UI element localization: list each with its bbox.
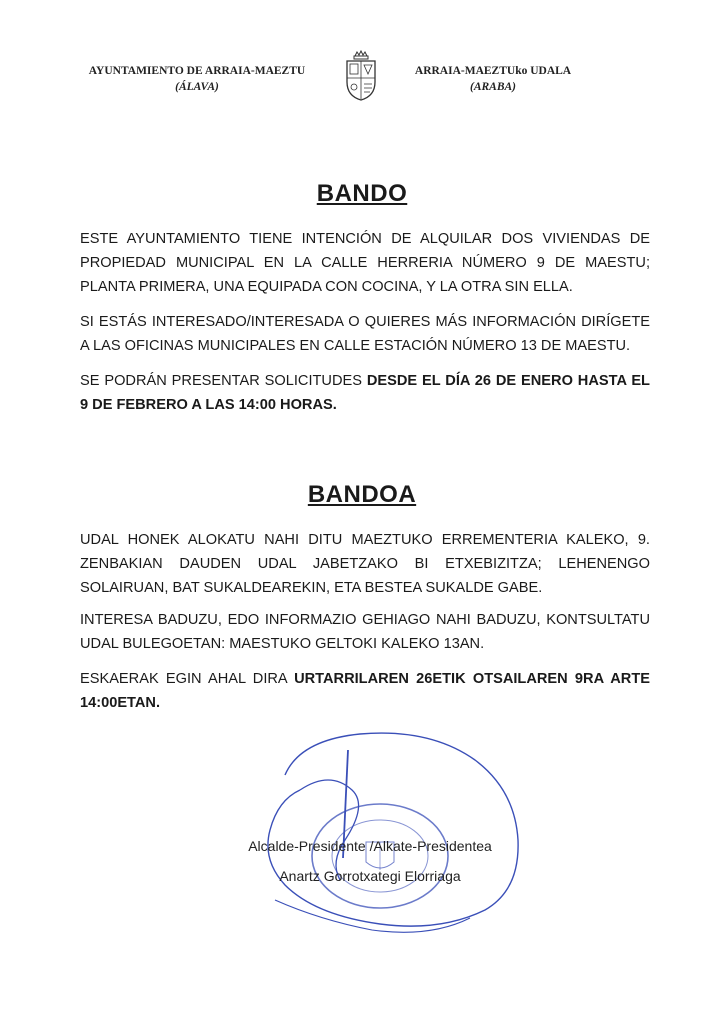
- municipality-header-basque: [408, 63, 578, 95]
- spanish-title: BANDO: [316, 180, 408, 207]
- municipal-crest-icon: [341, 50, 381, 102]
- signatory-name: Anartz Gorrotxategi Elorriaga: [279, 868, 461, 884]
- spanish-paragraph-2: SI ESTÁS INTERESADO/INTERESADA O QUIERES MÁS INFORMACIÓN DIRÍGETE A LAS OFICINAS MUNICIPALES EN CALLE ESTACIÓN NÚMERO 13 DE MAESTU.: [80, 314, 650, 354]
- province-basque: (ARABA): [469, 81, 516, 93]
- spanish-paragraph-3: [80, 369, 650, 417]
- spanish-paragraph-3-text: SE PODRÁN PRESENTAR SOLICITUDES: [80, 373, 367, 389]
- signatory-role: Alcalde-Presidente /Alkate-Presidentea: [248, 838, 492, 854]
- basque-paragraph-3-text: ESKAERAK EGIN AHAL DIRA: [80, 671, 295, 687]
- spanish-deadline: DESDE EL DÍA 26 DE ENERO HASTA EL 9 DE FEBRERO A LAS 14:00 HORAS.: [80, 373, 650, 413]
- handwritten-signature-icon: [268, 733, 518, 932]
- basque-title: BANDOA: [307, 481, 417, 508]
- municipality-name-basque: ARRAIA-MAEZTUko UDALA: [414, 65, 572, 77]
- municipality-header-spanish: [82, 63, 312, 95]
- basque-paragraph-1: UDAL HONEK ALOKATU NAHI DITU MAEZTUKO ERREMENTERIA KALEKO, 9. ZENBAKIAN DAUDEN UDAL JABETZAKO BI ETXEBIZITZA; LEHENENGO SOLAIRUAN, BAT SUKALDEAREKIN, ETA BESTEA SUKALDE GABE.: [80, 532, 650, 596]
- province-spanish: (ÁLAVA): [175, 81, 219, 93]
- official-stamp-icon: [312, 804, 448, 908]
- basque-deadline: URTARRILAREN 26ETIK OTSAILAREN 9RA ARTE 14:00ETAN.: [80, 671, 650, 711]
- spanish-paragraph-1: ESTE AYUNTAMIENTO TIENE INTENCIÓN DE ALQUILAR DOS VIVIENDAS DE PROPIEDAD MUNICIPAL EN LA CALLE HERRERIA NÚMERO 9 DE MAESTU; PLANTA PRIMERA, UNA EQUIPADA CON COCINA, Y LA OTRA SIN ELLA.: [80, 231, 650, 295]
- basque-paragraph-2: INTERESA BADUZU, EDO INFORMAZIO GEHIAGO NAHI BADUZU, KONTSULTATU UDAL BULEGOETAN: MAESTUKO GELTOKI KALEKO 13AN.: [80, 612, 650, 652]
- basque-paragraph-3: [80, 667, 650, 715]
- municipality-name-spanish: AYUNTAMIENTO DE ARRAIA-MAEZTU: [88, 65, 306, 77]
